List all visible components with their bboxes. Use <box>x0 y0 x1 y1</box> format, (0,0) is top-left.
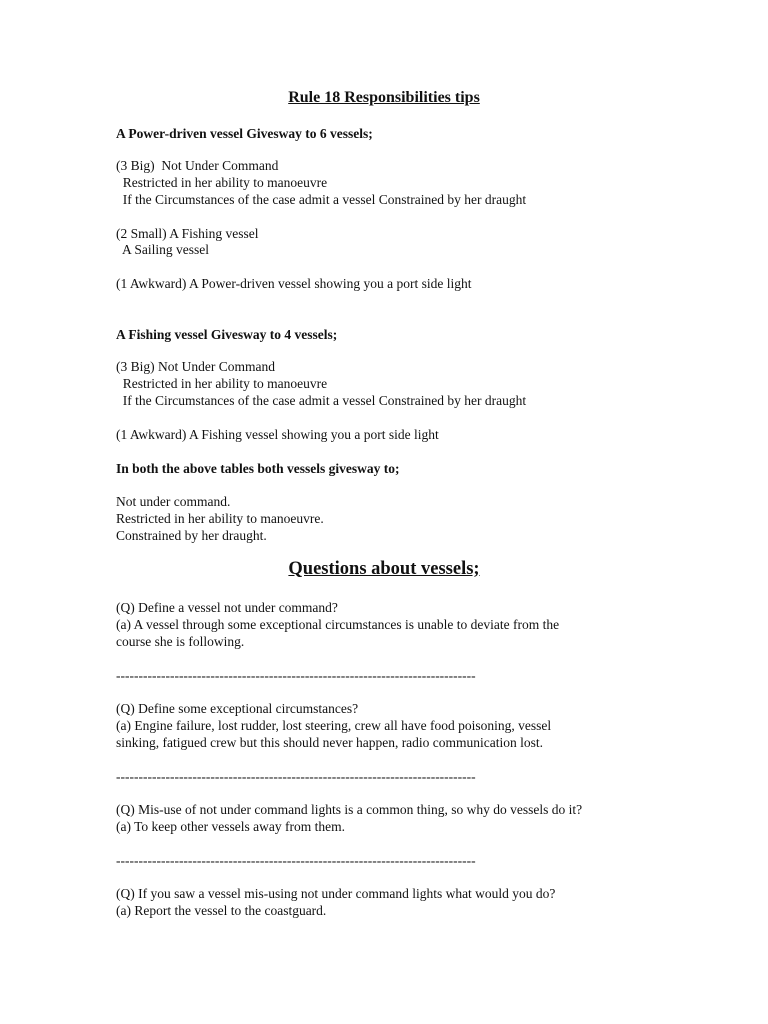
page-title: Rule 18 Responsibilities tips <box>288 89 480 106</box>
separator-line: -------------------------------------------------------------------------------- <box>116 668 476 683</box>
question-text: (Q) Define some exceptional circumstances? <box>116 701 359 716</box>
section-heading: A Fishing vessel Givesway to 4 vessels; <box>116 327 338 342</box>
answer-text: sinking, fatigued crew but this should never happen, radio communication lost. <box>116 735 544 750</box>
answer-text: course she is following. <box>116 634 245 649</box>
text-line: Constrained by her draught. <box>116 528 267 543</box>
text-line: Not under command. <box>116 494 231 509</box>
questions-heading: Questions about vessels; <box>288 559 480 579</box>
text-line: (3 Big) Not Under Command <box>116 158 279 173</box>
text-line: A Sailing vessel <box>116 242 210 257</box>
separator-line: -------------------------------------------------------------------------------- <box>116 769 476 784</box>
text-line: (1 Awkward) A Fishing vessel showing you a port side light <box>116 427 439 442</box>
text-line: Restricted in her ability to manoeuvre <box>116 175 328 190</box>
section-heading: In both the above tables both vessels givesway to; <box>116 461 400 476</box>
text-line: If the Circumstances of the case admit a vessel Constrained by her draught <box>116 393 527 408</box>
question-text: (Q) Mis-use of not under command lights is a common thing, so why do vessels do it? <box>116 802 583 817</box>
answer-text: (a) Report the vessel to the coastguard. <box>116 903 327 918</box>
text-line: (1 Awkward) A Power-driven vessel showing you a port side light <box>116 276 472 291</box>
separator-line: -------------------------------------------------------------------------------- <box>116 853 476 868</box>
answer-text: (a) A vessel through some exceptional circumstances is unable to deviate from the <box>116 617 560 632</box>
section-heading: A Power-driven vessel Givesway to 6 vessels; <box>116 126 373 141</box>
text-line: (3 Big) Not Under Command <box>116 359 275 374</box>
question-text: (Q) Define a vessel not under command? <box>116 600 338 615</box>
answer-text: (a) Engine failure, lost rudder, lost steering, crew all have food poisoning, vessel <box>116 718 552 733</box>
question-text: (Q) If you saw a vessel mis-using not under command lights what would you do? <box>116 886 556 901</box>
text-line: If the Circumstances of the case admit a vessel Constrained by her draught <box>116 192 527 207</box>
answer-text: (a) To keep other vessels away from them. <box>116 819 345 834</box>
text-line: Restricted in her ability to manoeuvre. <box>116 511 324 526</box>
text-line: (2 Small) A Fishing vessel <box>116 226 259 241</box>
text-line: Restricted in her ability to manoeuvre <box>116 376 328 391</box>
